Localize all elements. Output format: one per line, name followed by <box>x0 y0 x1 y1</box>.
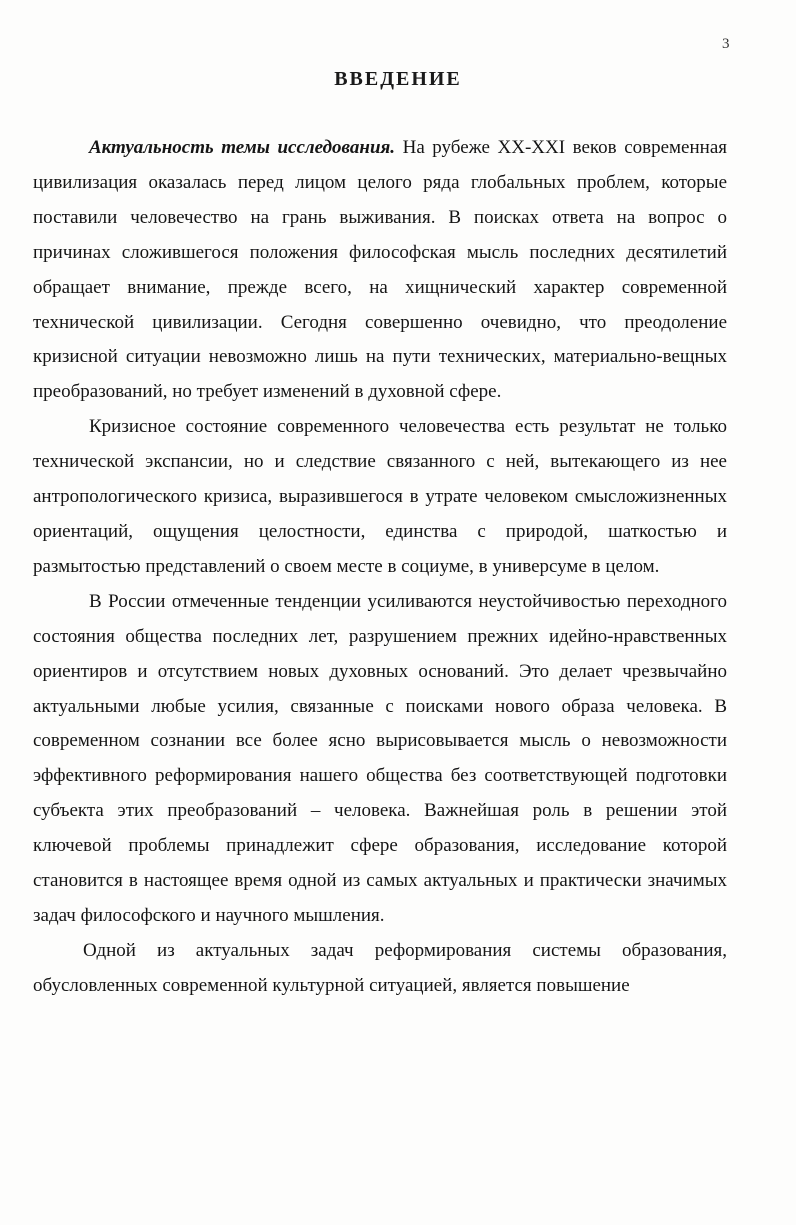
paragraph-lead-heading: Актуальность темы исследования. <box>89 137 396 158</box>
paragraph-text: Одной из актуальных задач реформирования системы образования, обусловленных современной культурной ситуацией, является повышение <box>33 939 727 996</box>
paragraph-text: В России отмеченные тенденции усиливаются неустойчивостью переходного состояния общества последних лет, разрушением прежних идейно-нравственных ориентиров и отсутствием новых духовных оснований. Это делает чрезвычайно актуальными любые усилия, связанные с поисками нового образа человека. В современном сознании все более ясно вырисовывается мысль о невозможности эффективного реформирования нашего общества без соответствующей подготовки субъекта этих преобразований – человека. Важнейшая роль в решении этой ключевой проблемы принадлежит сфере образования, исследование которой становится в настоящее время одной из самых актуальных и практически значимых задач философского и научного мышления. <box>33 590 727 926</box>
section-title: ВВЕДЕНИЕ <box>334 68 462 90</box>
paragraph-text: Кризисное состояние современного человечества есть результат не только технической экспансии, но и следствие связанного с ней, вытекающего из нее антропологического кризиса, выразившегося в утрате человеком смысложизненных ориентаций, ощущения целостности, единства с природой, шаткостью и размытостью представлений о своем месте в социуме, в универсуме в целом. <box>33 416 727 577</box>
paragraph-education <box>33 934 727 1004</box>
paragraph-russia <box>33 585 727 934</box>
paragraph-text: На рубеже XX-XXI веков современная цивилизация оказалась перед лицом целого ряда глобальных проблем, которые поставили человечество на грань выживания. В поисках ответа на вопрос о причинах сложившегося положения философская мысль последних десятилетий обращает внимание, прежде всего, на хищнический характер современной технической цивилизации. Сегодня совершенно очевидно, что преодоление кризисной ситуации невозможно лишь на пути технических, материально-вещных преобразований, но требует изменений в духовной сфере. <box>33 137 727 403</box>
document-body <box>33 131 727 1004</box>
paragraph-crisis <box>33 410 727 585</box>
page-number: 3 <box>722 36 730 52</box>
paragraph-relevance <box>33 131 727 410</box>
